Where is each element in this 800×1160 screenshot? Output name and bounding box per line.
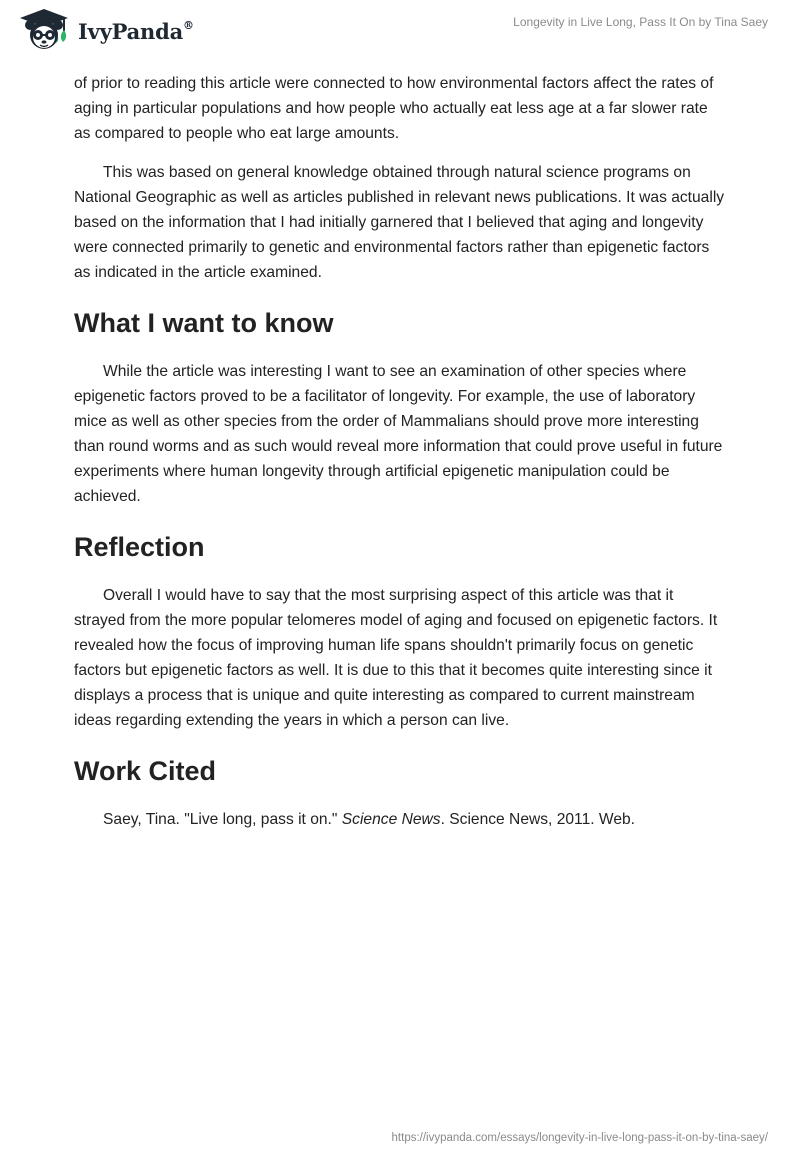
paragraph-want-to-know: While the article was interesting I want to see an examination of other species where epigenetic factors proved to be a facilitator of longevity. For example, the use of laboratory mice as well as other species from the order of Mammalians should prove more interesting than round worms and as such would reveal more information that could prove useful in future experiments where human longevity through artificial epigenetic manipulation could be achieved. bbox=[74, 363, 723, 505]
citation-publication: Science News bbox=[341, 811, 441, 828]
paragraph-reflection: Overall I would have to say that the most surprising aspect of this article was that it strayed from the more popular telomeres model of aging and focused on epigenetic factors. It revealed how the focus of improving human life spans shouldn't primarily focus on genetic factors but epigenetic factors as well. It is due to this that it becomes quite interesting since it displays a process that is unique and quite interesting as compared to current mainstream ideas regarding extending the years in which a person can live. bbox=[74, 587, 718, 729]
heading-what-i-want-to-know: What I want to know bbox=[74, 308, 334, 338]
document-title: Longevity in Live Long, Pass It On by Tina Saey bbox=[513, 15, 768, 29]
page-header bbox=[0, 0, 800, 64]
essay-body bbox=[74, 71, 726, 846]
paragraph-prior-knowledge: This was based on general knowledge obtained through natural science programs on National Geographic as well as articles published in relevant news publications. It was actually based on the information that I had initially garnered that I believed that aging and longevity were connected primarily to genetic and environmental factors rather than epigenetic factors as indicated in the article examined. bbox=[74, 164, 725, 281]
paragraph-intro-continued: of prior to reading this article were connected to how environmental factors affect the rates of aging in particular populations and how people who actually eat less age at a far slower rate as compared to people who eat large amounts. bbox=[74, 75, 714, 142]
heading-work-cited: Work Cited bbox=[74, 756, 217, 786]
heading-reflection: Reflection bbox=[74, 532, 205, 562]
panda-graduate-icon bbox=[16, 8, 72, 54]
source-url[interactable]: https://ivypanda.com/essays/longevity-in-live-long-pass-it-on-by-tina-saey/ bbox=[391, 1132, 768, 1144]
citation-details: . Science News, 2011. Web. bbox=[440, 811, 636, 828]
logo-wordmark: IvyPanda® bbox=[78, 18, 194, 44]
citation-author-title: Saey, Tina. "Live long, pass it on." bbox=[103, 811, 342, 828]
ivypanda-logo[interactable] bbox=[16, 8, 194, 54]
citation-entry bbox=[74, 807, 726, 832]
